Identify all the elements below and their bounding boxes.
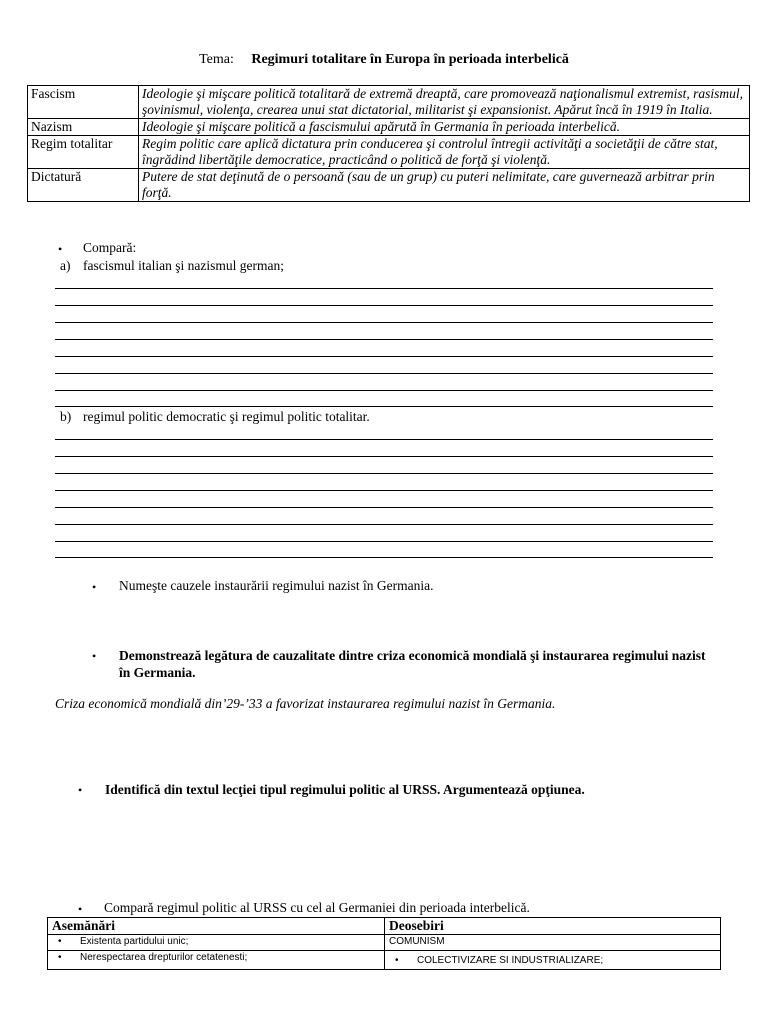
cell-text: COLECTIVIZARE SI INDUSTRIALIZARE;: [417, 955, 604, 966]
table-header-row: [48, 918, 721, 935]
cell-text: Existenta partidului unic;: [80, 936, 189, 947]
compare-a-text: fascismul italian şi nazismul german;: [83, 258, 284, 273]
writing-line[interactable]: [55, 339, 713, 340]
bullet-icon: •: [92, 649, 97, 663]
writing-line[interactable]: [55, 473, 713, 474]
writing-line[interactable]: [55, 356, 713, 357]
writing-line[interactable]: [55, 541, 713, 542]
table-row: [28, 86, 750, 119]
writing-line[interactable]: [55, 507, 713, 508]
header-differences: Deosebiri: [385, 918, 721, 935]
writing-line[interactable]: [55, 524, 713, 525]
table-row: [28, 169, 750, 202]
term-cell: Regim totalitar: [28, 136, 139, 169]
title-label: Tema:: [199, 52, 234, 67]
comparison-table: [47, 917, 721, 970]
compare-label: Compară:: [83, 240, 137, 255]
bullet-icon: •: [395, 955, 399, 966]
compare-a-marker: a): [60, 258, 71, 273]
cell-text: COMUNISM: [389, 936, 445, 947]
compare-b-marker: b): [60, 409, 72, 424]
definition-cell: Putere de stat deţinută de o persoană (sau de un grup) cu puteri nelimitate, care guvernează arbitrar prin forţă.: [139, 169, 750, 202]
bullet-icon: •: [78, 783, 83, 797]
term-cell: Dictatură: [28, 169, 139, 202]
definition-cell: Regim politic care aplică dictatura prin conducerea şi controlul întregii activităţi a societăţii de către stat, îngrădind libertăţile democratice, practicând o politică de forţă şi violenţă.: [139, 136, 750, 169]
similarity-cell: [48, 935, 385, 951]
writing-line[interactable]: [55, 439, 713, 440]
writing-line[interactable]: [55, 373, 713, 374]
title-text: Regimuri totalitare în Europa în perioada interbelică: [251, 52, 569, 67]
writing-line[interactable]: [55, 490, 713, 491]
table-row: [48, 935, 721, 951]
page-title: [0, 52, 768, 68]
term-cell: Nazism: [28, 119, 139, 136]
header-similarities: Asemănări: [48, 918, 385, 935]
difference-cell: [385, 951, 721, 970]
bullet-icon: •: [78, 902, 83, 916]
bullet-icon: •: [58, 936, 62, 947]
definition-cell: Ideologie şi mişcare politică a fascismului apărută în Germania în perioada interbelică.: [139, 119, 750, 136]
definitions-table: [27, 85, 750, 202]
similarity-cell: [48, 951, 385, 970]
cell-text: Nerespectarea drepturilor cetatenesti;: [80, 952, 248, 963]
writing-line[interactable]: [55, 456, 713, 457]
difference-cell: [385, 935, 721, 951]
table-row: [28, 136, 750, 169]
table-row: [48, 951, 721, 970]
term-cell: Fascism: [28, 86, 139, 119]
writing-line[interactable]: [55, 322, 713, 323]
bullet-icon: •: [58, 952, 62, 963]
writing-line[interactable]: [55, 557, 713, 558]
definition-cell: Ideologie şi mişcare politică totalitară de extremă dreaptă, care promovează naţionalismul extremist, rasismul, şovinismul, violenţa, crearea unui stat dictatorial, militarist şi expansionist. Apărut încă în 1919 în Italia.: [139, 86, 750, 119]
question-causes: Numeşte cauzele instaurării regimului nazist în Germania.: [119, 578, 434, 593]
table-row: [28, 119, 750, 136]
writing-line[interactable]: [55, 305, 713, 306]
compare-b-text: regimul politic democratic şi regimul politic totalitar.: [83, 409, 370, 424]
question-causality: Demonstrează legătura de cauzalitate dintre criza economică mondială şi instaurarea regimului nazist în Germania.: [119, 648, 706, 680]
question-urss: Identifică din textul lecţiei tipul regimului politic al URSS. Argumentează opţiunea.: [105, 782, 585, 797]
question-compare-urss: Compară regimul politic al URSS cu cel al Germaniei din perioada interbelică.: [104, 900, 530, 915]
writing-line[interactable]: [55, 390, 713, 391]
bullet-icon: •: [58, 242, 63, 256]
writing-line[interactable]: [55, 406, 713, 407]
bullet-icon: •: [92, 580, 97, 594]
writing-line[interactable]: [55, 288, 713, 289]
answer-causality: Criza economică mondială din’29-’33 a favorizat instaurarea regimului nazist în Germania.: [55, 696, 556, 711]
